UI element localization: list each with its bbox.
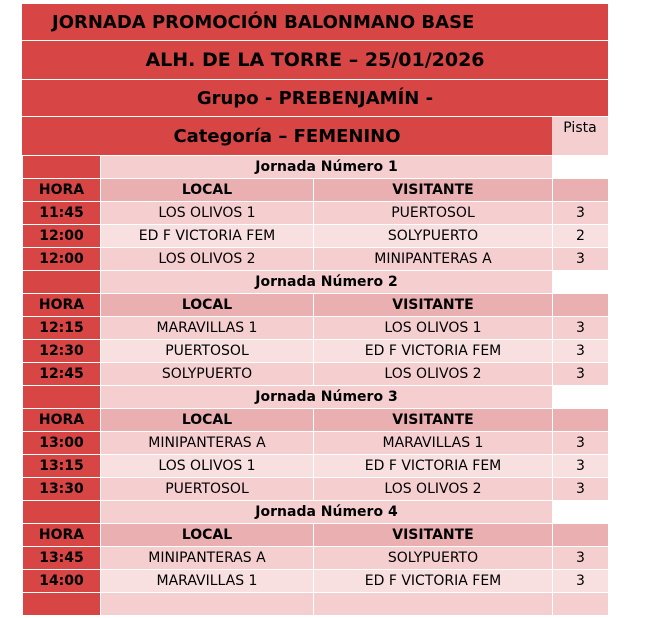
sheet-title: JORNADA PROMOCIÓN BALONMANO BASE [52,11,475,33]
hora-header: HORA [23,179,101,202]
visiting-team: LOS OLIVOS 1 [314,317,553,340]
jornada-title: Jornada Número 2 [101,271,553,294]
schedule-table [22,155,609,616]
jornada-pista-cell [553,156,609,179]
visiting-team: MARAVILLAS 1 [314,432,553,455]
local-team: MARAVILLAS 1 [101,317,314,340]
court-number: 3 [553,570,609,593]
pista-column-cell [553,524,609,547]
pista-column-cell [553,179,609,202]
visitante-header: VISITANTE [314,294,553,317]
title-row [22,4,608,41]
court-number: 3 [553,363,609,386]
court-number: 3 [553,432,609,455]
schedule-body [23,156,609,616]
group-label: Grupo - PREBENJAMÍN - [196,87,434,109]
match-row [23,225,609,248]
jornada-margin-cell [23,156,101,179]
cell [23,593,101,616]
pista-column-cell [553,294,609,317]
empty-row [23,593,609,616]
jornada-margin-cell [23,386,101,409]
hora-header: HORA [23,409,101,432]
match-row [23,547,609,570]
local-team: MINIPANTERAS A [101,432,314,455]
pista-header: Pista [552,117,608,155]
court-number: 2 [553,225,609,248]
schedule-sheet [22,4,608,616]
jornada-row [23,156,609,179]
jornada-title: Jornada Número 3 [101,386,553,409]
match-time: 13:15 [23,455,101,478]
category-row [22,117,608,155]
visiting-team: MINIPANTERAS A [314,248,553,271]
match-row [23,570,609,593]
match-row [23,478,609,501]
local-team: SOLYPUERTO [101,363,314,386]
court-number: 3 [553,317,609,340]
jornada-pista-cell [553,386,609,409]
jornada-margin-cell [23,271,101,294]
hora-header: HORA [23,294,101,317]
visiting-team: PUERTOSOL [314,202,553,225]
jornada-margin-cell [23,501,101,524]
match-time: 13:45 [23,547,101,570]
category-label: Categoría – FEMENINO [173,125,401,147]
court-number: 3 [553,547,609,570]
match-row [23,248,609,271]
local-header: LOCAL [101,179,314,202]
column-header-row [23,524,609,547]
local-header: LOCAL [101,409,314,432]
jornada-pista-cell [553,271,609,294]
court-number: 3 [553,248,609,271]
local-team: PUERTOSOL [101,340,314,363]
column-header-row [23,294,609,317]
jornada-row [23,271,609,294]
match-row [23,202,609,225]
match-time: 13:00 [23,432,101,455]
visitante-header: VISITANTE [314,179,553,202]
match-time: 12:00 [23,225,101,248]
jornada-row [23,501,609,524]
match-time: 12:30 [23,340,101,363]
visitante-header: VISITANTE [314,524,553,547]
visiting-team: ED F VICTORIA FEM [314,455,553,478]
match-time: 12:15 [23,317,101,340]
venue-date-row [22,41,608,80]
cell [553,593,609,616]
match-row [23,317,609,340]
visiting-team: ED F VICTORIA FEM [314,340,553,363]
court-number: 3 [553,478,609,501]
match-time: 13:30 [23,478,101,501]
local-team: LOS OLIVOS 1 [101,202,314,225]
jornada-row [23,386,609,409]
match-row [23,432,609,455]
venue-date: ALH. DE LA TORRE – 25/01/2026 [145,49,485,71]
local-team: MINIPANTERAS A [101,547,314,570]
local-team: MARAVILLAS 1 [101,570,314,593]
jornada-title: Jornada Número 4 [101,501,553,524]
local-team: ED F VICTORIA FEM [101,225,314,248]
group-row [22,80,608,117]
local-header: LOCAL [101,524,314,547]
column-header-row [23,409,609,432]
visiting-team: SOLYPUERTO [314,225,553,248]
match-row [23,340,609,363]
column-header-row [23,179,609,202]
local-team: PUERTOSOL [101,478,314,501]
court-number: 3 [553,340,609,363]
match-time: 12:00 [23,248,101,271]
visiting-team: SOLYPUERTO [314,547,553,570]
match-time: 12:45 [23,363,101,386]
match-row [23,455,609,478]
cell [314,593,553,616]
visiting-team: ED F VICTORIA FEM [314,570,553,593]
match-row [23,363,609,386]
pista-column-cell [553,409,609,432]
visiting-team: LOS OLIVOS 2 [314,363,553,386]
hora-header: HORA [23,524,101,547]
match-time: 14:00 [23,570,101,593]
visitante-header: VISITANTE [314,409,553,432]
local-team: LOS OLIVOS 1 [101,455,314,478]
visiting-team: LOS OLIVOS 2 [314,478,553,501]
court-number: 3 [553,455,609,478]
local-header: LOCAL [101,294,314,317]
cell [101,593,314,616]
jornada-title: Jornada Número 1 [101,156,553,179]
jornada-pista-cell [553,501,609,524]
match-time: 11:45 [23,202,101,225]
local-team: LOS OLIVOS 2 [101,248,314,271]
court-number: 3 [553,202,609,225]
